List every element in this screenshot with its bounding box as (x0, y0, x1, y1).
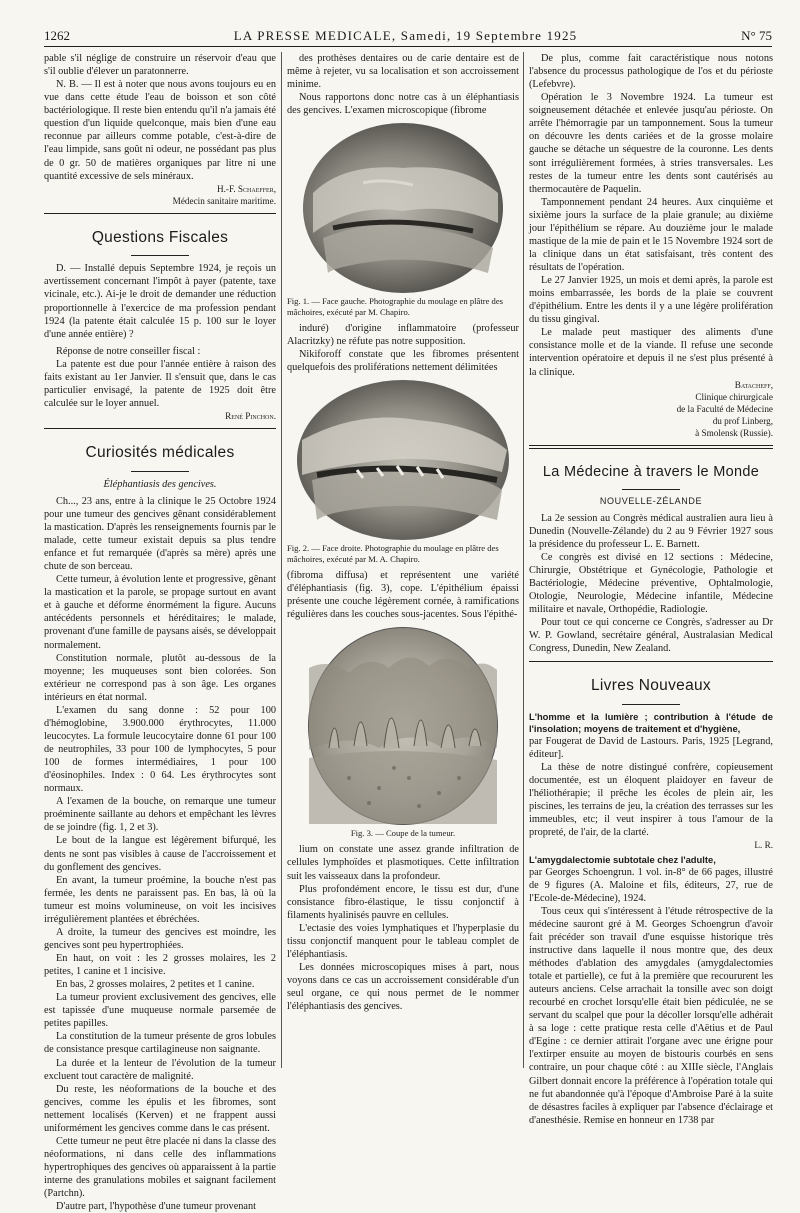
author-affiliation: du prof Linberg, (712, 415, 773, 426)
section-heading-fiscal: Questions Fiscales (91, 228, 229, 246)
paragraph: En avant, la tumeur proémine, la bouche n'est pas fermée, les dents ne paraissent pas. En bas, là où la tumeur est moins volumineuse, on voit les incisives irrégulièrement plantées et ébréchées. (44, 874, 276, 925)
paragraph: En haut, on voit : les 2 grosses molaires, les 2 petites, 1 canine et 1 incisive. (44, 953, 276, 978)
paragraph: pable s'il néglige de construire un réservoir d'eau que s'il oublie d'élever un paratonnerre. (44, 53, 276, 78)
paragraph: En bas, 2 grosses molaires, 2 petites et 1 canine. (56, 979, 255, 991)
paragraph: La durée et la lenteur de l'évolution de la tumeur excluent tout caractère de malignité. (44, 1057, 276, 1082)
paragraph: Nikiforoff constate que les fibromes présentent quelquefois des proliférations nettement délimitées (287, 349, 519, 374)
fiscal-answer: La patente est due pour l'année entière à raison des faits existant au 1er Janvier. Il s'ensuit que, dans le cas particulier envisagé, la patente de 1925 doit être calculée sur le loyer annuel. (44, 358, 276, 409)
column-right (529, 52, 773, 1126)
fiscal-question: D. — Installé depuis Septembre 1924, je reçois un avertissement concernant l'impôt à payer (patente, taxe vicinale, etc.). Ai-je le droit de demander une réduction proportionnelle à l'exercice de ma profession pendant 1924 (la patente était calculée 15 p. 100 sur le loyer d'une année entière) ? (44, 263, 276, 340)
author-signature: H.-F. Schaeffer, (216, 183, 276, 194)
book-2-meta: par Georges Schoengrun. 1 vol. in-8° de 66 pages, illustré de 9 figures (A. Maloine et fils, éditeurs, 27, rue de l'Ecole-de-Médecine), 1924. (529, 866, 773, 904)
paragraph: De plus, comme fait caractéristique nous notons l'absence du processus pathologique de l'os et du périoste (Lefebvre). (529, 53, 773, 91)
paragraph: Nous rapportons donc notre cas à un éléphantiasis des gencives. L'examen microscopique (fibrome (287, 92, 519, 117)
paragraph: Ch..., 23 ans, entre à la clinique le 25 Octobre 1924 pour une tumeur des gencives gênant considérablement la mastication. D'après les renseignements fournis par le malade, cette tumeur existait depuis sa plus tendre enfance et fut remarquée (d'après sa mère) après une chute de son berceau. (44, 495, 276, 573)
book-1-review: La thèse de notre distingué confrère, copieusement documentée, est un éloquent plaidoyer en faveur de l'héliothérapie; il prêche les écoles de plein air, les piscines, les terrains de jeu, la création des terrasses sur les immeubles, etc; il veut inspirer à tous l'amour de la propreté, de l'air, de la clarté. (529, 762, 773, 839)
author-affiliation: à Smolensk (Russie). (695, 427, 773, 438)
heading-underline (622, 704, 680, 705)
book-1-meta: par Fougerat de David de Lastours. Paris, 1925 [Legrand, éditeur]. (529, 735, 773, 761)
paragraph: Le 27 Janvier 1925, un mois et demi après, la parole est moins embarrassée, les bords de la plaie se couvrent d'épithélium. Entre les dents il y a une légère prolifération du tissu gingival. (529, 275, 773, 326)
article-body (287, 322, 519, 374)
figure-2-photograph (297, 380, 509, 540)
figure-3-caption: Fig. 3. — Coupe de la tumeur. (350, 828, 456, 839)
country-subtitle: NOUVELLE-ZÉLANDE (599, 496, 703, 507)
paragraph: Le bout de la langue est légèrement bifurqué, les dents ne sont pas visibles à cause de l'accroissement et du gonflement des gencives. (44, 835, 276, 873)
paragraph: Plus profondément encore, le tissu est dur, d'une consistance fibro-élastique, le tissu conjonctif à filaments hyalinisés pauvre en cellules. (287, 883, 519, 921)
article-body (529, 52, 773, 379)
section-separator (529, 661, 773, 662)
book-1-title: L'homme et la lumière ; contribution à l'étude de l'insolation; moyens de traitement et d'hygiène, (529, 710, 773, 734)
author-affiliation: de la Faculté de Médecine (676, 403, 773, 414)
section-separator (44, 213, 276, 214)
figure-3-micrograph (308, 627, 498, 825)
tumor-section-image (309, 628, 497, 824)
paragraph: Le malade peut mastiquer des aliments d'une consistance molle et de la viande. Il refuse une seconde intervention opératoire et depuis il ne s'est plus présenté à la clinique. (529, 327, 773, 378)
figure-2-caption: Fig. 2. — Face droite. Photographie du moulage en plâtre des mâchoires, exécuté par M. A. Chapiro. (287, 543, 499, 564)
paragraph: Pour tout ce qui concerne ce Congrès, s'adresser au Dr W. P. Gowland, secrétaire général, Australasian Medical Congress, Dunedin, New Zealand. (529, 617, 773, 655)
paragraph: A droite, la tumeur des gencives est moindre, les gencives sont peu hypertrophiées. (44, 926, 276, 951)
paragraph: Cette tumeur ne peut être placée ni dans la classe des néoformations, ni dans celle des inflammations hypertrophiques des gencives où apparaissent à la partie interne des granulations mobiles et saignant facilement (Partchn). (44, 1135, 276, 1200)
page-number: 1262 (44, 28, 70, 43)
paragraph: induré) d'origine inflammatoire (professeur Alacritzky) ne réfute pas notre supposition. (287, 322, 519, 347)
figure-1-photograph (303, 123, 503, 293)
paragraph: A l'examen de la bouche, on remarque une tumeur proéminente saillante au dehors et empêchant les lèvres de se joindre (fig. 1, 2 et 3). (44, 796, 276, 834)
author-affiliation: Clinique chirurgicale (695, 391, 773, 402)
book-1-signature: L. R. (754, 840, 773, 851)
section-separator (44, 428, 276, 429)
paragraph: L'ectasie des voies lymphatiques et l'hyperplasie du tissu conjonctif manquent pour le tableau complet de l'éléphantiasis. (287, 922, 519, 960)
article-body (287, 843, 519, 1013)
paragraph: D'autre part, l'hypothèse d'une tumeur provenant (56, 1201, 256, 1213)
article-subtitle: Éléphantiasis des gencives. (103, 478, 217, 490)
paragraph-nb: N. B. — Il est à noter que nous avons toujours eu en vue dans cette étude l'eau de boisson et son côté bactériologique. Il reste bien entendu qu'il n'a jamais été question d'un liquide quelconque, mais bien d'une eau reconnue par ailleurs comme potable, c'est-à-dire de l'eau limpide, sans goût ni odeur, ne possédant pas plus de 0 gr. 50 de matières organiques par litre ni une quantité excessive de sels minéraux. (44, 79, 276, 182)
journal-title: LA PRESSE MEDICALE, Samedi, 19 Septembre 1925 (233, 28, 578, 43)
paragraph: La constitution de la tumeur présente de gros lobules de consistance presque cartilagineuse non saignante. (44, 1031, 276, 1056)
section-separator (529, 445, 773, 446)
heading-underline (131, 471, 189, 472)
paragraph: Ce congrès est divisé en 12 sections : Médecine, Chirurgie, Obstétrique et Gynécologie, Pathologie et Bactériologie, Médecine préventive, Ophtalmologie, Otologie, Neurologie, Médecine infantile, Médecine militaire et navale, Orthopédie, Radiologie. (529, 551, 773, 615)
heading-underline (622, 489, 680, 490)
section-heading-curiosites: Curiosités médicales (85, 444, 235, 462)
paragraph: des prothèses dentaires ou de carie dentaire est de même à rejeter, vu sa localisation et son accroissement minime. (287, 53, 519, 91)
paragraph: Les données microscopiques mises à part, nous voyons dans ce cas un accroissement considérable d'un seul organe, ce qui nous permet de le nommer l'éléphantiasis des gencives. (287, 961, 519, 1013)
column-middle (287, 52, 519, 1068)
book-2-review: Tous ceux qui s'intéressent à l'étude rétrospective de la médecine sauront gré à M. Georges Schoengrun d'avoir fait précéder son travail d'une esquisse historique très instructive dans laquelle il nous montre que, des deux méthodes d'ablation des amygdales (amygdalectomies totale et partielle), ce fut à la première que recoururent les auteurs anciens. Celse arrachait la tonsille avec son doigt recourbé en crochet lorsqu'elle était bien pédiculée, ne se servant du scalpel que pour la décoller lorsqu'elle adhérait à sa loge : cette pratique resta celle d'Aëtius et de Paul d'Egine : ce dernier attirait l'organe avec une érigne pour l'extirper ensuite au moyen de bistouris courbés en sens contraire, un pour chaque côté : au XIIIe siècle, l'Anglais Gilbert donnait encore la préférence à l'opération totale qui ne fut abandonnée qu'à l'époque d'Ambroise Paré à la suite de désastres faciles à expliquer par l'absence d'éclairage et d'anesthésie. Remise en honneur en 1738 par (529, 905, 773, 1126)
paragraph: (fibroma diffusa) et représentent une variété d'éléphantiasis (fig. 3), cope. L'épithélium épaissi présente une couche légèrement cornée, à ramifications régulières dans les couches sous-jacentes. Sous l'épithé- (287, 569, 519, 620)
figure-1-caption: Fig. 1. — Face gauche. Photographie du moulage en plâtre des mâchoires, exécuté par M. Chapiro. (287, 296, 503, 317)
author-signature: Batacheff, (734, 379, 773, 390)
heading-underline (131, 255, 189, 256)
monde-body (529, 512, 773, 656)
column-divider (281, 52, 282, 1068)
column-left (44, 52, 276, 1213)
fiscal-answer-label: Réponse de notre conseiller fiscal : (56, 345, 201, 357)
book-2-title: L'amygdalectomie subtotale chez l'adulte, (529, 853, 716, 865)
author-title: Médecin sanitaire maritime. (172, 195, 276, 206)
paragraph: Constitution normale, plutôt au-dessous de la moyenne; les muqueuses sont bien colorées. Son extérieur ne correspond pas à son âge. Les organes intérieurs en état normal. (44, 652, 276, 703)
column-divider (523, 52, 524, 1068)
page-header (44, 28, 772, 47)
paragraph: Cette tumeur, à évolution lente et progressive, gênant la mastication et la parole, se propage surtout en avant et à gauche et déforme énormément la figure. Aucuns antécédents personnels et héréditaires; le malade, provenant d'une famille de paysans aisés, se développait normalement. (44, 574, 276, 651)
paragraph: La 2e session au Congrès médical australien aura lieu à Dunedin (Nouvelle-Zélande) du 2 au 9 Février 1927 sous la présidence du professeur L. E. Barnett. (529, 512, 773, 550)
paragraph: L'examen du sang donne : 52 pour 100 d'hémoglobine, 3.900.000 érythrocytes, 11.000 leucocytes. La formule leucocytaire donne 61 pour 100 de neutrophiles, 33 pour 100 de lymphocytes, 5 pour 100 de formes intermédiaires, 1 pour 100 d'éosinophiles. Index : 0 64. Les érythrocytes sont normaux. (44, 704, 276, 795)
section-separator (529, 448, 773, 449)
paragraph: La tumeur provient exclusivement des gencives, elle est tapissée d'une muqueuse normale parsemée de petites papilles. (44, 992, 276, 1030)
paragraph: lium on constate une assez grande infiltration de cellules lymphoïdes et plasmotiques. Cette infiltration suit les vaisseaux dans la profondeur. (287, 844, 519, 882)
jaw-mold-left-image (303, 123, 503, 293)
paragraph: Opération le 3 Novembre 1924. La tumeur est soigneusement détachée et enlevée jusqu'au périoste. On arrête l'hémorragie par un tamponnement. Sous la tumeur on découvre les dents cariées et de la grosse molaire gauche se détache un séquestre de la couronne. Les dents sont irrégulièrement formées, à stries transversales. Les restes de la tumeur entre les dents sont cautérisés au thermocautère de Paquelin. (529, 92, 773, 195)
jaw-mold-right-image (297, 380, 509, 540)
section-heading-livres: Livres Nouveaux (591, 677, 711, 695)
fiscal-signature: René Pinchon. (225, 411, 276, 422)
curiosites-body (44, 495, 276, 1213)
paragraph: Tamponnement pendant 24 heures. Aux cinquième et sixième jours la surface de la plaie granule; au dixième jour l'épithélium se répare. Au douzième jour le malade mastique de la mie de pain et le 15 Novembre 1924 sort de la clinique dans un état satisfaisant, très content des résultats de l'opération. (529, 196, 773, 273)
issue-number: N° 75 (741, 28, 772, 43)
section-heading-monde: La Médecine à travers le Monde (542, 463, 760, 480)
article-body (287, 52, 519, 117)
paragraph: Du reste, les néoformations de la bouche et des gencives, comme les épulis et les fibromes, sont nettement localisés (Kerven) et ne frappent aussi uniformément les gencives comme dans le cas présent. (44, 1083, 276, 1134)
